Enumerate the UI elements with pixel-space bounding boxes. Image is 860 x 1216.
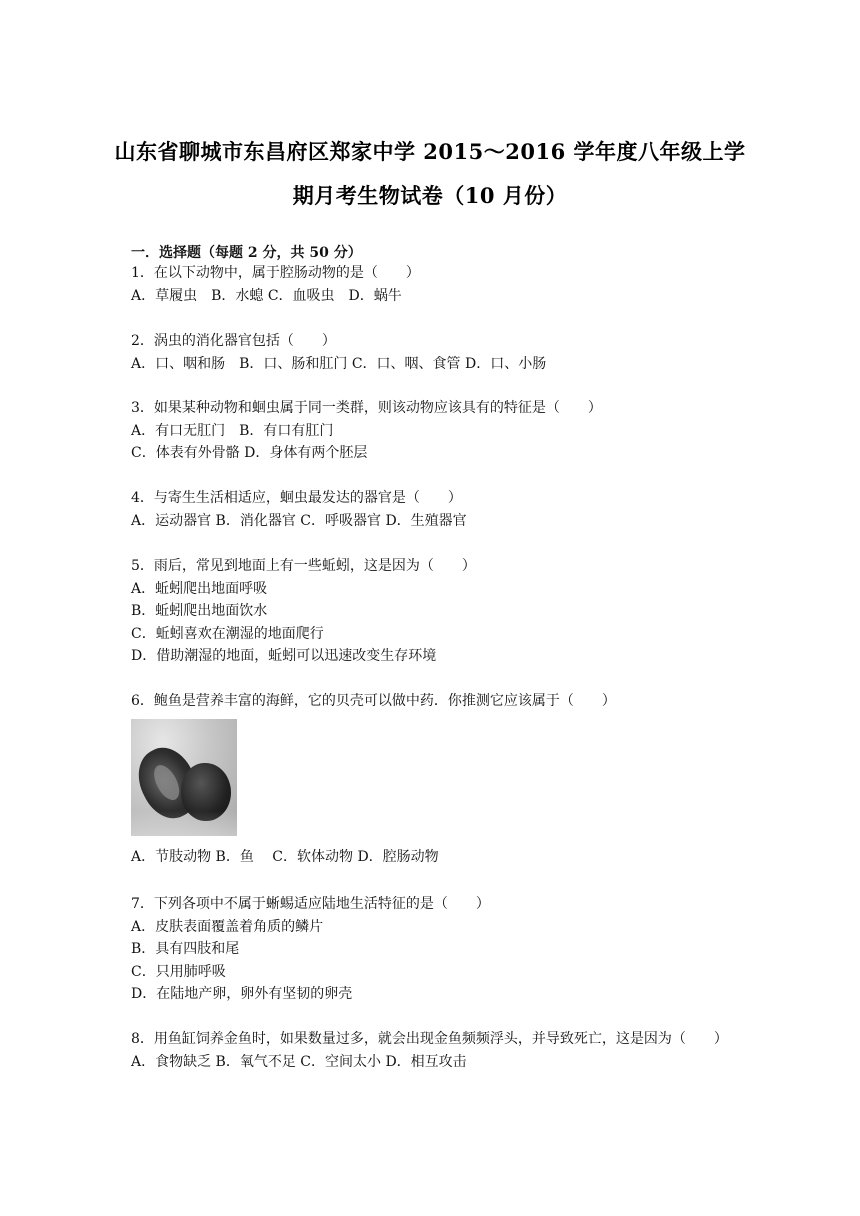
question-8 (131, 1028, 731, 1073)
abalone-photo (131, 719, 237, 836)
photo-reflection (131, 811, 237, 836)
option-line: A．皮肤表面覆盖着角质的鳞片 (131, 918, 324, 935)
option-line: A．有口无肛门 B．有口有肛门 (131, 422, 334, 439)
option-line: A．食物缺乏 B．氧气不足 C．空间太小 D．相互攻击 (131, 1053, 467, 1070)
question-stem: 3．如果某种动物和蛔虫属于同一类群，则该动物应该具有的特征是（ ） (131, 400, 602, 416)
question-6 (131, 690, 731, 868)
question-3 (131, 397, 731, 465)
exam-title-line-1: 山东省聊城市东昌府区郑家中学 2015～2016 学年度八年级上学 (114, 139, 746, 164)
exam-title-line-2: 期月考生物试卷（10 月份） (292, 183, 568, 208)
option-line: C．只用肺呼吸 (131, 963, 226, 980)
option-line: B．蚯蚓爬出地面饮水 (131, 603, 268, 619)
question-1 (131, 262, 731, 307)
question-stem: 1．在以下动物中，属于腔肠动物的是（ ） (131, 265, 420, 281)
option-line: C．蚯蚓喜欢在潮湿的地面爬行 (131, 625, 324, 642)
question-7 (131, 893, 731, 1006)
option-line: A．运动器官 B．消化器官 C．呼吸器官 D．生殖器官 (131, 512, 467, 529)
option-line: A．节肢动物 B．鱼 C．软体动物 D．腔肠动物 (131, 848, 439, 865)
question-stem: 6．鲍鱼是营养丰富的海鲜，它的贝壳可以做中药．你推测它应该属于（ ） (131, 693, 616, 709)
question-2 (131, 330, 731, 375)
option-line: A．草履虫 B．水螅 C．血吸虫 D．蜗牛 (131, 287, 402, 304)
question-4 (131, 487, 731, 532)
question-stem: 4．与寄生生活相适应，蛔虫最发达的器官是（ ） (131, 490, 462, 506)
option-line: D．借助潮湿的地面，蚯蚓可以迅速改变生存环境 (131, 648, 437, 664)
question-stem: 5．雨后，常见到地面上有一些蚯蚓，这是因为（ ） (131, 558, 476, 574)
option-line: C．体表有外骨骼 D．身体有两个胚层 (131, 445, 368, 461)
section-heading: 一．选择题（每题 2 分，共 50 分） (131, 245, 362, 261)
question-stem: 7．下列各项中不属于蜥蜴适应陆地生活特征的是（ ） (131, 896, 490, 912)
option-line: D．在陆地产卵，卵外有坚韧的卵壳 (131, 986, 353, 1002)
question-5 (131, 555, 731, 668)
option-line: B．具有四肢和尾 (131, 941, 240, 957)
option-line: A．蚯蚓爬出地面呼吸 (131, 580, 268, 597)
question-stem: 8．用鱼缸饲养金鱼时，如果数量过多，就会出现金鱼频频浮头，并导致死亡，这是因为（ ） (131, 1031, 728, 1047)
question-stem: 2．涡虫的消化器官包括（ ） (131, 333, 336, 349)
option-line: A．口、咽和肠 B．口、肠和肛门 C．口、咽、食管 D．口、小肠 (131, 355, 547, 372)
